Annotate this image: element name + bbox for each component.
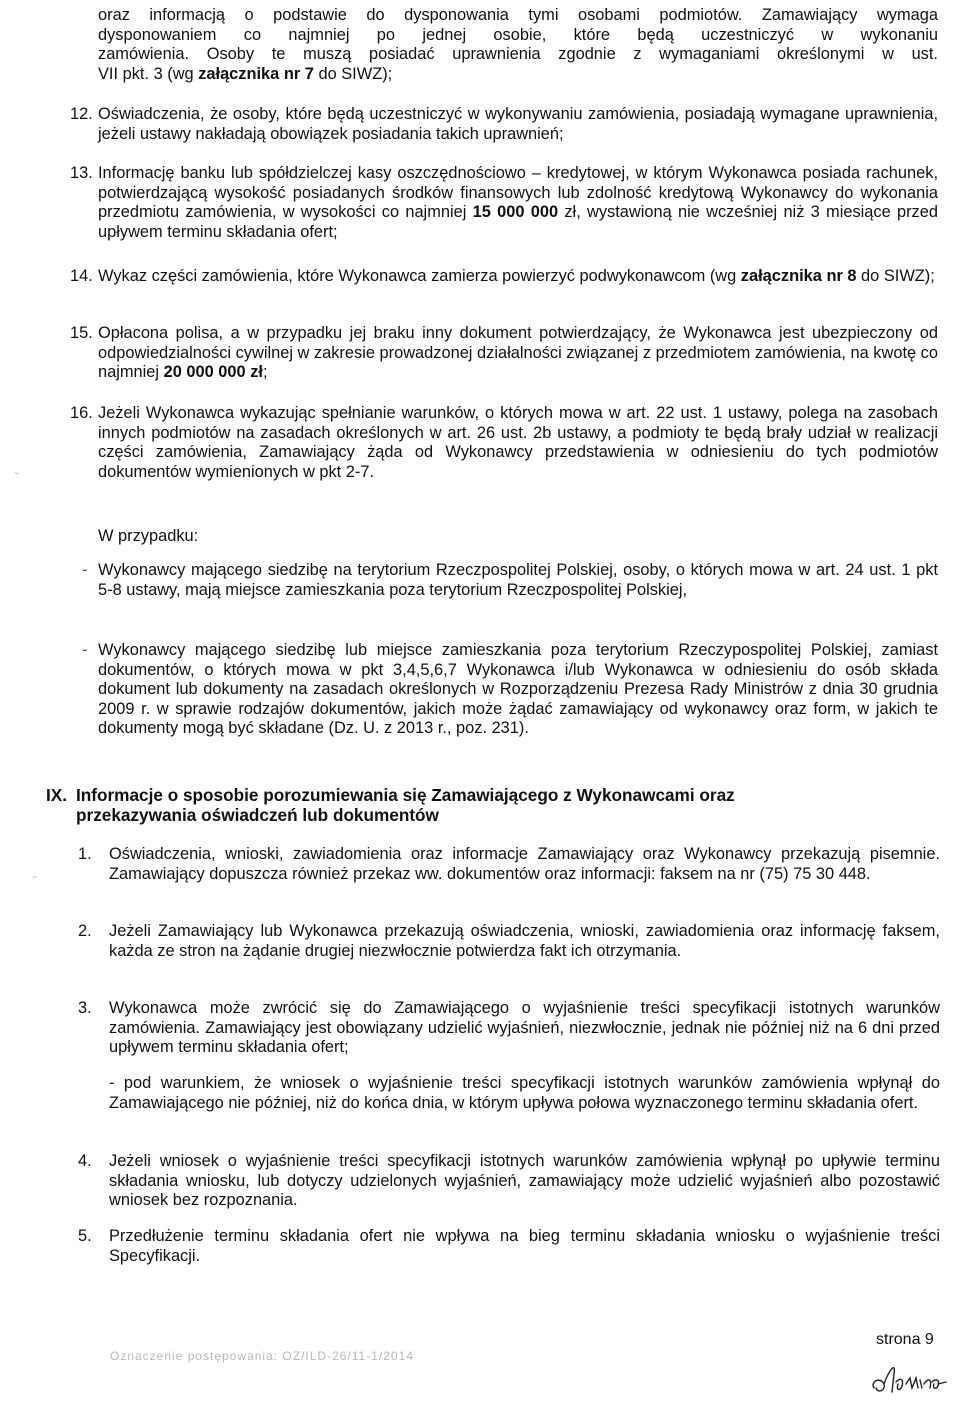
item-number: 12. xyxy=(70,105,93,123)
item-number: 4. xyxy=(78,1152,92,1170)
top-line: zamówienia. Osoby te muszą posiadać uprawnienia zgodnie z wymaganiami określonymi w ust. xyxy=(98,45,938,64)
item-number: 1. xyxy=(78,845,92,863)
top-line: dysponowaniem co najmniej po jednej osobie, które będą uczestniczyć w wykonaniu xyxy=(98,25,938,44)
item-text: Jeżeli Zamawiający lub Wykonawca przekazują oświadczenia, wnioski, zawiadomienia oraz informację faksem, każda ze stron na żądanie drugiej niezwłocznie potwierdza fakt ich otrzymania. xyxy=(109,922,940,960)
top-paragraph xyxy=(98,6,938,84)
attachment-ref: załącznika nr 8 xyxy=(740,267,857,285)
item-subtext: - pod warunkiem, że wniosek o wyjaśnienie treści specyfikacji istotnych warunków zamówienia wpłynął do Zamawiającego nie później, niż do końca dnia, w którym upływa połowa wyznaczonego terminu składania ofert. xyxy=(109,1074,940,1112)
section-number: IX. xyxy=(46,785,68,805)
amount: 20 000 000 zł xyxy=(163,363,263,382)
item-text: Oświadczenia, że osoby, które będą uczestniczyć w wykonywaniu zamówienia, posiadają wymagane uprawnienia, jeżeli ustawy nakładają obowiązek posiadania takich uprawnień; xyxy=(98,105,938,143)
item-text: Przedłużenie terminu składania ofert nie wpływa na bieg terminu składania wniosku o wyjaśnienie treści Specyfikacji. xyxy=(109,1227,940,1265)
item-number: 16. xyxy=(70,404,93,422)
item-text: Oświadczenia, wnioski, zawiadomienia oraz informacje Zamawiający oraz Wykonawcy przekazują pisemnie. Zamawiający dopuszcza również przekaz ww. dokumentów oraz informacji: faksem na nr (75) 75 30 448. xyxy=(109,845,940,883)
scan-speck: ~ xyxy=(32,873,37,882)
scan-speck: ~ xyxy=(14,469,19,478)
dash-bullet: - xyxy=(82,561,88,579)
item-number: 15. xyxy=(70,324,93,342)
item-number: 2. xyxy=(78,922,92,940)
item-text: Jeżeli wniosek o wyjaśnienie treści specyfikacji istotnych warunków zamówienia wpłynął po upływie terminu składania wniosku, lub dotyczy udzielonych wyjaśnień, zamawiający może udzielić wyjaśnień albo pozostawić wniosek bez rozpoznania. xyxy=(109,1152,940,1210)
item-number: 13. xyxy=(70,164,93,182)
attachment-ref: załącznika nr 7 xyxy=(198,64,314,83)
top-line-last: VII pkt. 3 (wg załącznika nr 7 do SIWZ); xyxy=(98,64,393,83)
section-title: Informacje o sposobie porozumiewania się Zamawiającego z Wykonawcami oraz przekazywania oświadczeń lub dokumentów xyxy=(76,785,735,825)
dash-item-text: Wykonawcy mającego siedzibę lub miejsce zamieszkania poza terytorium Rzeczypospolitej Polskiej, zamiast dokumentów, o których mowa w pkt 3,4,5,6,7 Wykonawca i/lub Wykonawca w odniesieniu do osób składa dokument lub dokumenty na zasadach określonych w Rozporządzeniu Prezesa Rady Ministrów z dnia 30 grudnia 2009 r. w sprawie rodzajów dokumentów, jakich może żądać zamawiający od wykonawcy oraz form, w jakich te dokumenty mogą być składane (Dz. U. z 2013 r., poz. 231). xyxy=(98,641,938,738)
dash-bullet: - xyxy=(82,641,88,659)
item-number: 5. xyxy=(78,1227,92,1245)
item-text: Jeżeli Wykonawca wykazując spełnianie warunków, o których mowa w art. 22 ust. 1 ustawy, polega na zasobach innych podmiotów na zasadach określonych w art. 26 ust. 2b ustawy, a podmioty te będą brały udział w realizacji części zamówienia, Zamawiający żąda od Wykonawcy przedstawienia w odniesieniu do tych podmiotów dokumentów wymienionych w pkt 2-7. xyxy=(98,404,938,481)
item-text: Wykaz części zamówienia, które Wykonawca zamierza powierzyć podwykonawcom (wg załącznika nr 8 do SIWZ); xyxy=(98,267,935,285)
amount: 15 000 000 xyxy=(472,203,559,222)
item-subhead: W przypadku: xyxy=(98,527,199,545)
item-number: 3. xyxy=(78,999,92,1017)
footer-reference: Oznaczenie postępowania: OZ/ILD-26/11-1/2014 xyxy=(110,1349,414,1363)
item-text: Opłacona polisa, a w przypadku jej braku inny dokument potwierdzający, że Wykonawca jest ubezpieczony od odpowiedzialności cywilnej w zakresie prowadzonej działalności związanej z przedmiotem zamówienia, na kwotę co najmniej 20 000 000 zł; xyxy=(98,324,938,382)
page-number: strona 9 xyxy=(876,1331,934,1348)
top-line: oraz informacją o podstawie do dysponowania tymi osobami podmiotów. Zamawiający wymaga xyxy=(98,6,938,24)
item-text: Informację banku lub spółdzielczej kasy oszczędnościowo – kredytowej, w którym Wykonawca posiada rachunek, potwierdzającą wysokość posiadanych środków finansowych lub zdolność kredytową Wykonawcy do wykonania przedmiotu zamówienia, w wysokości co najmniej 15 000 000 zł, wystawioną nie wcześniej niż 3 miesiące przed upływem terminu składania ofert; xyxy=(98,164,938,241)
item-text: Wykonawca może zwrócić się do Zamawiającego o wyjaśnienie treści specyfikacji istotnych warunków zamówienia. Zamawiający jest obowiązany udzielić wyjaśnień, niezwłocznie, jednak nie później niż na 6 dni przed upływem terminu składania ofert; xyxy=(109,999,940,1057)
item-number: 14. xyxy=(70,267,93,285)
dash-item-text: Wykonawcy mającego siedzibę na terytorium Rzeczpospolitej Polskiej, osoby, o których mowa w art. 24 ust. 1 pkt 5-8 ustawy, mają miejsce zamieszkania poza terytorium Rzeczpospolitej Polskiej, xyxy=(98,561,938,599)
signature-mark xyxy=(866,1354,956,1400)
